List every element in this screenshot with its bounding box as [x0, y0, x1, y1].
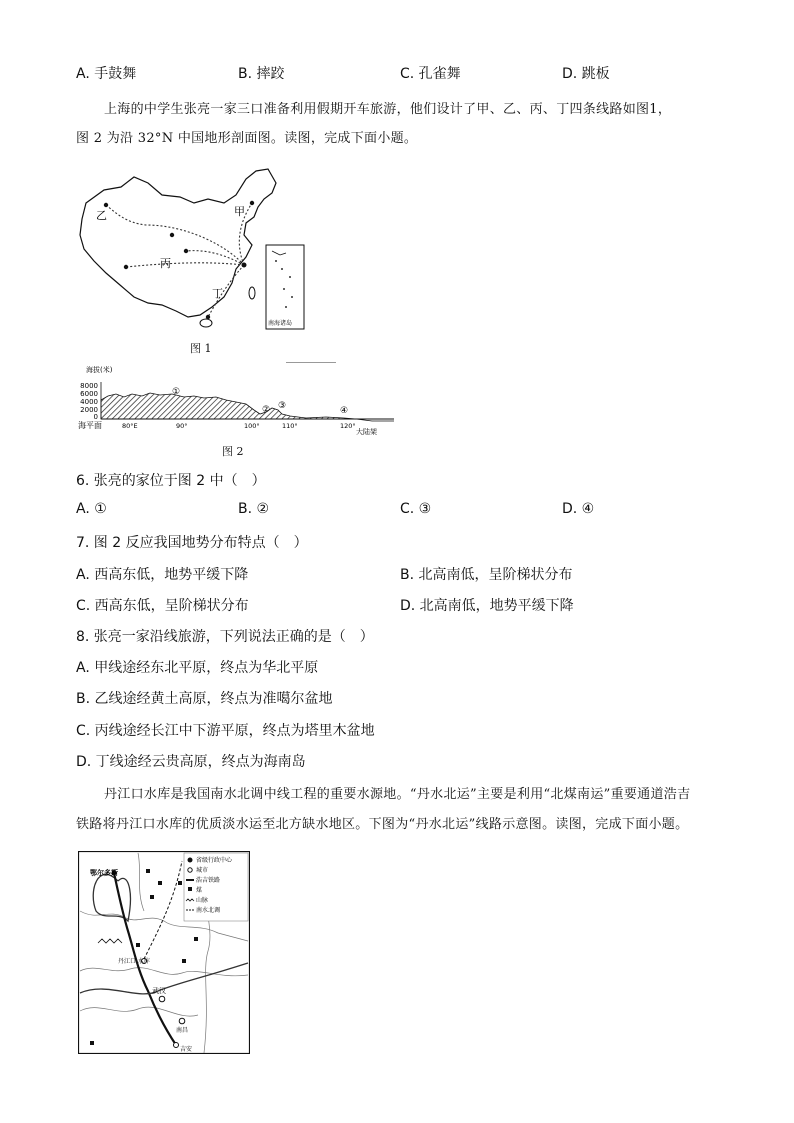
option-a: A. 手鼓舞: [76, 66, 137, 82]
figure1-route-map: [76, 165, 321, 335]
option-c: C. 孔雀舞: [400, 66, 461, 82]
q7-option-d: D. 北高南低，地势平缓下降: [400, 598, 574, 614]
y-tick-8000: 8000: [80, 382, 98, 390]
label-ding: 丁: [212, 287, 223, 300]
point-bing-end: [124, 265, 128, 269]
label-jian: 吉安: [180, 1046, 193, 1053]
intro1-line2: 图 2 为沿 32°N 中国地形剖面图。读图，完成下面小题。: [76, 131, 418, 146]
marker-4: ④: [340, 406, 349, 416]
q8-option-d: D. 丁线途经云贵高原，终点为海南岛: [76, 754, 306, 770]
q7-option-c: C. 西高东低，呈阶梯状分布: [76, 598, 249, 614]
q8-option-c: C. 丙线途经长江中下游平原，终点为塔里木盆地: [76, 723, 375, 739]
x-tick-100: 100°: [244, 422, 260, 430]
inset-label: 南海诸岛: [268, 320, 293, 327]
hainan-island: [200, 319, 212, 327]
q6-option-a: A. ①: [76, 501, 107, 517]
y-tick-2000: 2000: [80, 406, 98, 414]
point-jia-end: [250, 201, 254, 205]
city-jian: [174, 1043, 179, 1048]
label-wuhan: 武汉: [152, 987, 166, 995]
intro2-line2: 铁路将丹江口水库的优质淡水运至北方缺水地区。下图为“丹水北运”线路示意图。读图，完成下面小题。: [76, 817, 689, 832]
legend-city: 城市: [196, 867, 209, 874]
city-nanchang: [179, 1018, 185, 1024]
figure2-terrain-profile: [76, 364, 396, 436]
label-danjiangkou: 丹江口 水库: [118, 958, 150, 965]
label-nanchang: 南昌: [176, 1027, 189, 1034]
point-mid2: [170, 233, 174, 237]
continental-shelf-label: 大陆架: [356, 428, 377, 436]
sea-level-label: 海平面: [78, 421, 102, 430]
intro2-line1: 丹江口水库是我国南水北调中线工程的重要水源地。“丹水北运”主要是利用“北煤南运”重要通道浩吉: [104, 787, 691, 802]
china-outline: [80, 169, 276, 317]
map-legend: [184, 853, 248, 921]
x-tick-120: 120°: [340, 422, 356, 430]
separator-line: [286, 362, 336, 363]
q6-option-d: D. ④: [562, 501, 595, 517]
point-shanghai: [242, 263, 247, 268]
q8-option-a: A. 甲线途经东北平原，终点为华北平原: [76, 660, 319, 676]
label-ordos: 鄂尔多斯: [90, 869, 118, 877]
label-jia: 甲: [234, 205, 245, 218]
x-tick-80: 80°E: [122, 422, 138, 430]
intro1-line1: 上海的中学生张亮一家三口准备利用假期开车旅游，他们设计了甲、乙、丙、丁四条线路如图1，: [104, 102, 672, 117]
x-tick-90: 90°: [176, 422, 188, 430]
y-tick-4000: 4000: [80, 398, 98, 406]
route-bing: [126, 263, 244, 267]
option-d: D. 跳板: [562, 66, 610, 82]
point-yi-end: [104, 203, 108, 207]
legend-railway: 浩吉铁路: [196, 877, 221, 884]
figure2-caption: 图 2: [222, 445, 244, 458]
marker-3: ③: [278, 401, 287, 411]
q6-option-c: C. ③: [400, 501, 432, 517]
q7-option-a: A. 西高东低，地势平缓下降: [76, 567, 249, 583]
route-yi: [106, 205, 244, 265]
label-yi: 乙: [96, 209, 107, 222]
q7-stem: 7. 图 2 反应我国地势分布特点（ ）: [76, 535, 308, 551]
q6-option-b: B. ②: [238, 501, 270, 517]
y-axis-title: 海拔(米): [86, 366, 113, 374]
city-wuhan: [159, 996, 165, 1002]
point-mid: [184, 249, 188, 253]
q8-option-b: B. 乙线途经黄土高原，终点为准噶尔盆地: [76, 691, 333, 707]
marker-2: ②: [262, 405, 271, 415]
legend-coal: 煤: [196, 887, 203, 894]
y-tick-0: 0: [93, 413, 98, 421]
marker-1: ①: [172, 387, 181, 397]
q7-option-b: B. 北高南低，呈阶梯状分布: [400, 567, 573, 583]
y-tick-6000: 6000: [80, 390, 98, 398]
terrain-profile: [101, 393, 356, 419]
figure3-danshui-map: [78, 851, 250, 1054]
legend-mountain: 山脉: [196, 897, 209, 904]
option-b: B. 摔跤: [238, 66, 285, 82]
point-ding-end: [206, 315, 210, 319]
q8-stem: 8. 张亮一家沿线旅游，下列说法正确的是（ ）: [76, 629, 374, 645]
figure1-caption: 图 1: [190, 342, 212, 355]
legend-water-diversion: 南水北调: [196, 907, 221, 914]
taiwan-island: [249, 287, 255, 299]
inset-box: [266, 245, 304, 329]
label-bing: 丙: [160, 257, 171, 270]
q6-stem: 6. 张亮的家位于图 2 中（ ）: [76, 473, 266, 489]
x-tick-110: 110°: [282, 422, 298, 430]
legend-capital: 省级行政中心: [196, 857, 233, 864]
